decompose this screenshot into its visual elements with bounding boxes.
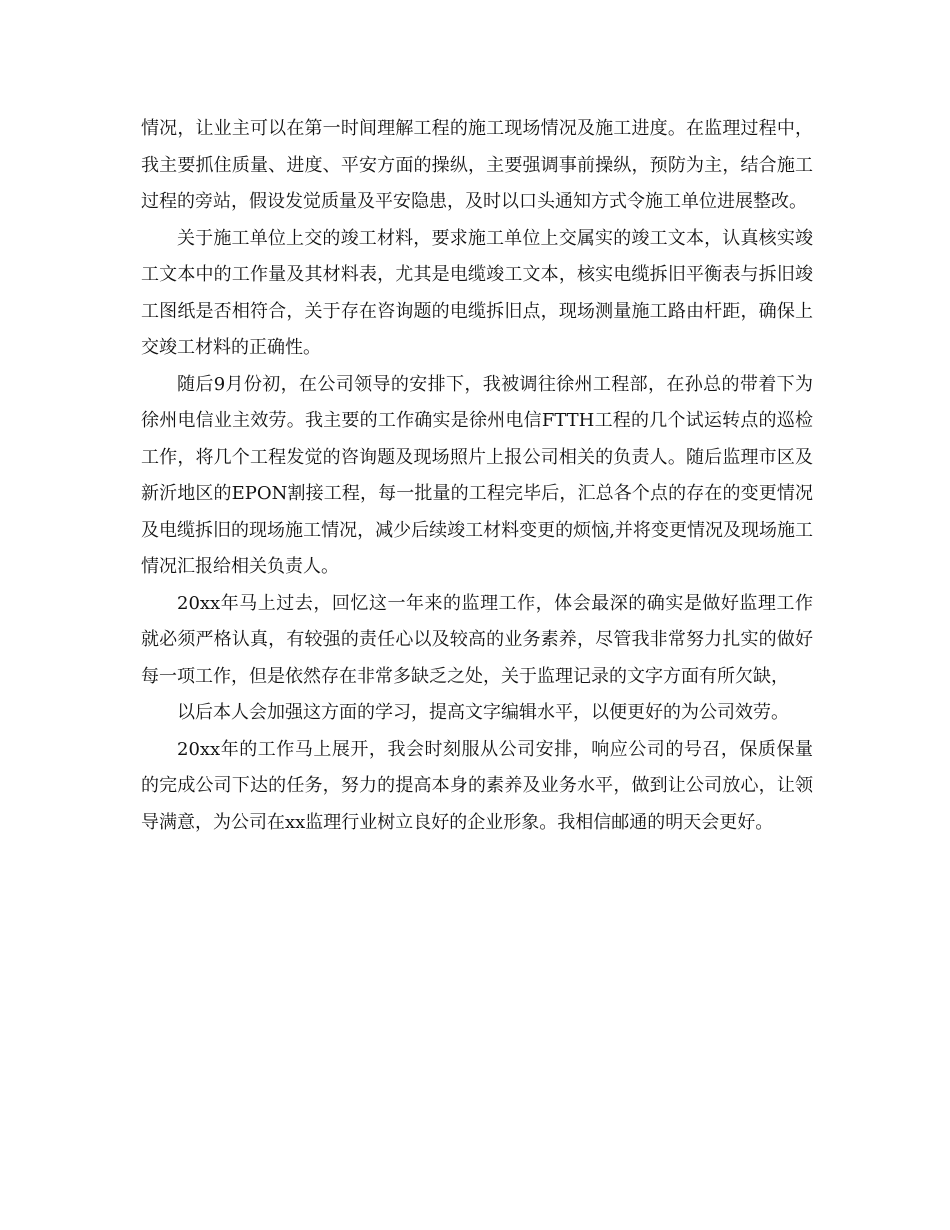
paragraph-3: 随后9月份初，在公司领导的安排下，我被调往徐州工程部，在孙总的带着下为徐州电信业主效劳。我主要的工作确实是徐州电信FTTH工程的几个试运转点的巡检工作，将几个工程发觉的咨询题及现场照片上报公司相关的负责人。随后监理市区及新沂地区的EPON割接工程，每一批量的工程完毕后，汇总各个点的存在的变更情况及电缆拆旧的现场施工情况，减少后续竣工材料变更的烦恼,并将变更情况及现场施工情况汇报给相关负责人。: [141, 373, 813, 577]
paragraph-4: 20xx年马上过去，回忆这一年来的监理工作，体会最深的确实是做好监理工作就必须严格认真，有较强的责任心以及较高的业务素养，尽管我非常努力扎实的做好每一项工作，但是依然存在非常多缺乏之处，关于监理记录的文字方面有所欠缺，: [141, 592, 813, 687]
document-body: [141, 111, 813, 841]
paragraph-6: 20xx年的工作马上展开，我会时刻服从公司安排，响应公司的号召，保质保量的完成公司下达的任务，努力的提高本身的素养及业务水平，做到让公司放心，让领导满意，为公司在xx监理行业树立良好的企业形象。我相信邮通的明天会更好。: [141, 738, 813, 833]
paragraph-1: 情况，让业主可以在第一时间理解工程的施工现场情况及施工进度。在监理过程中，我主要抓住质量、进度、平安方面的操纵，主要强调事前操纵，预防为主，结合施工过程的旁站，假设发觉质量及平安隐患，及时以口头通知方式令施工单位进展整改。: [141, 118, 813, 212]
paragraph-2: 关于施工单位上交的竣工材料，要求施工单位上交属实的竣工文本，认真核实竣工文本中的工作量及其材料表，尤其是电缆竣工文本，核实电缆拆旧平衡表与拆旧竣工图纸是否相符合，关于存在咨询题的电缆拆旧点，现场测量施工路由杆距，确保上交竣工材料的正确性。: [141, 227, 813, 358]
paragraph-5: 以后本人会加强这方面的学习，提高文字编辑水平，以便更好的为公司效劳。: [177, 702, 789, 723]
